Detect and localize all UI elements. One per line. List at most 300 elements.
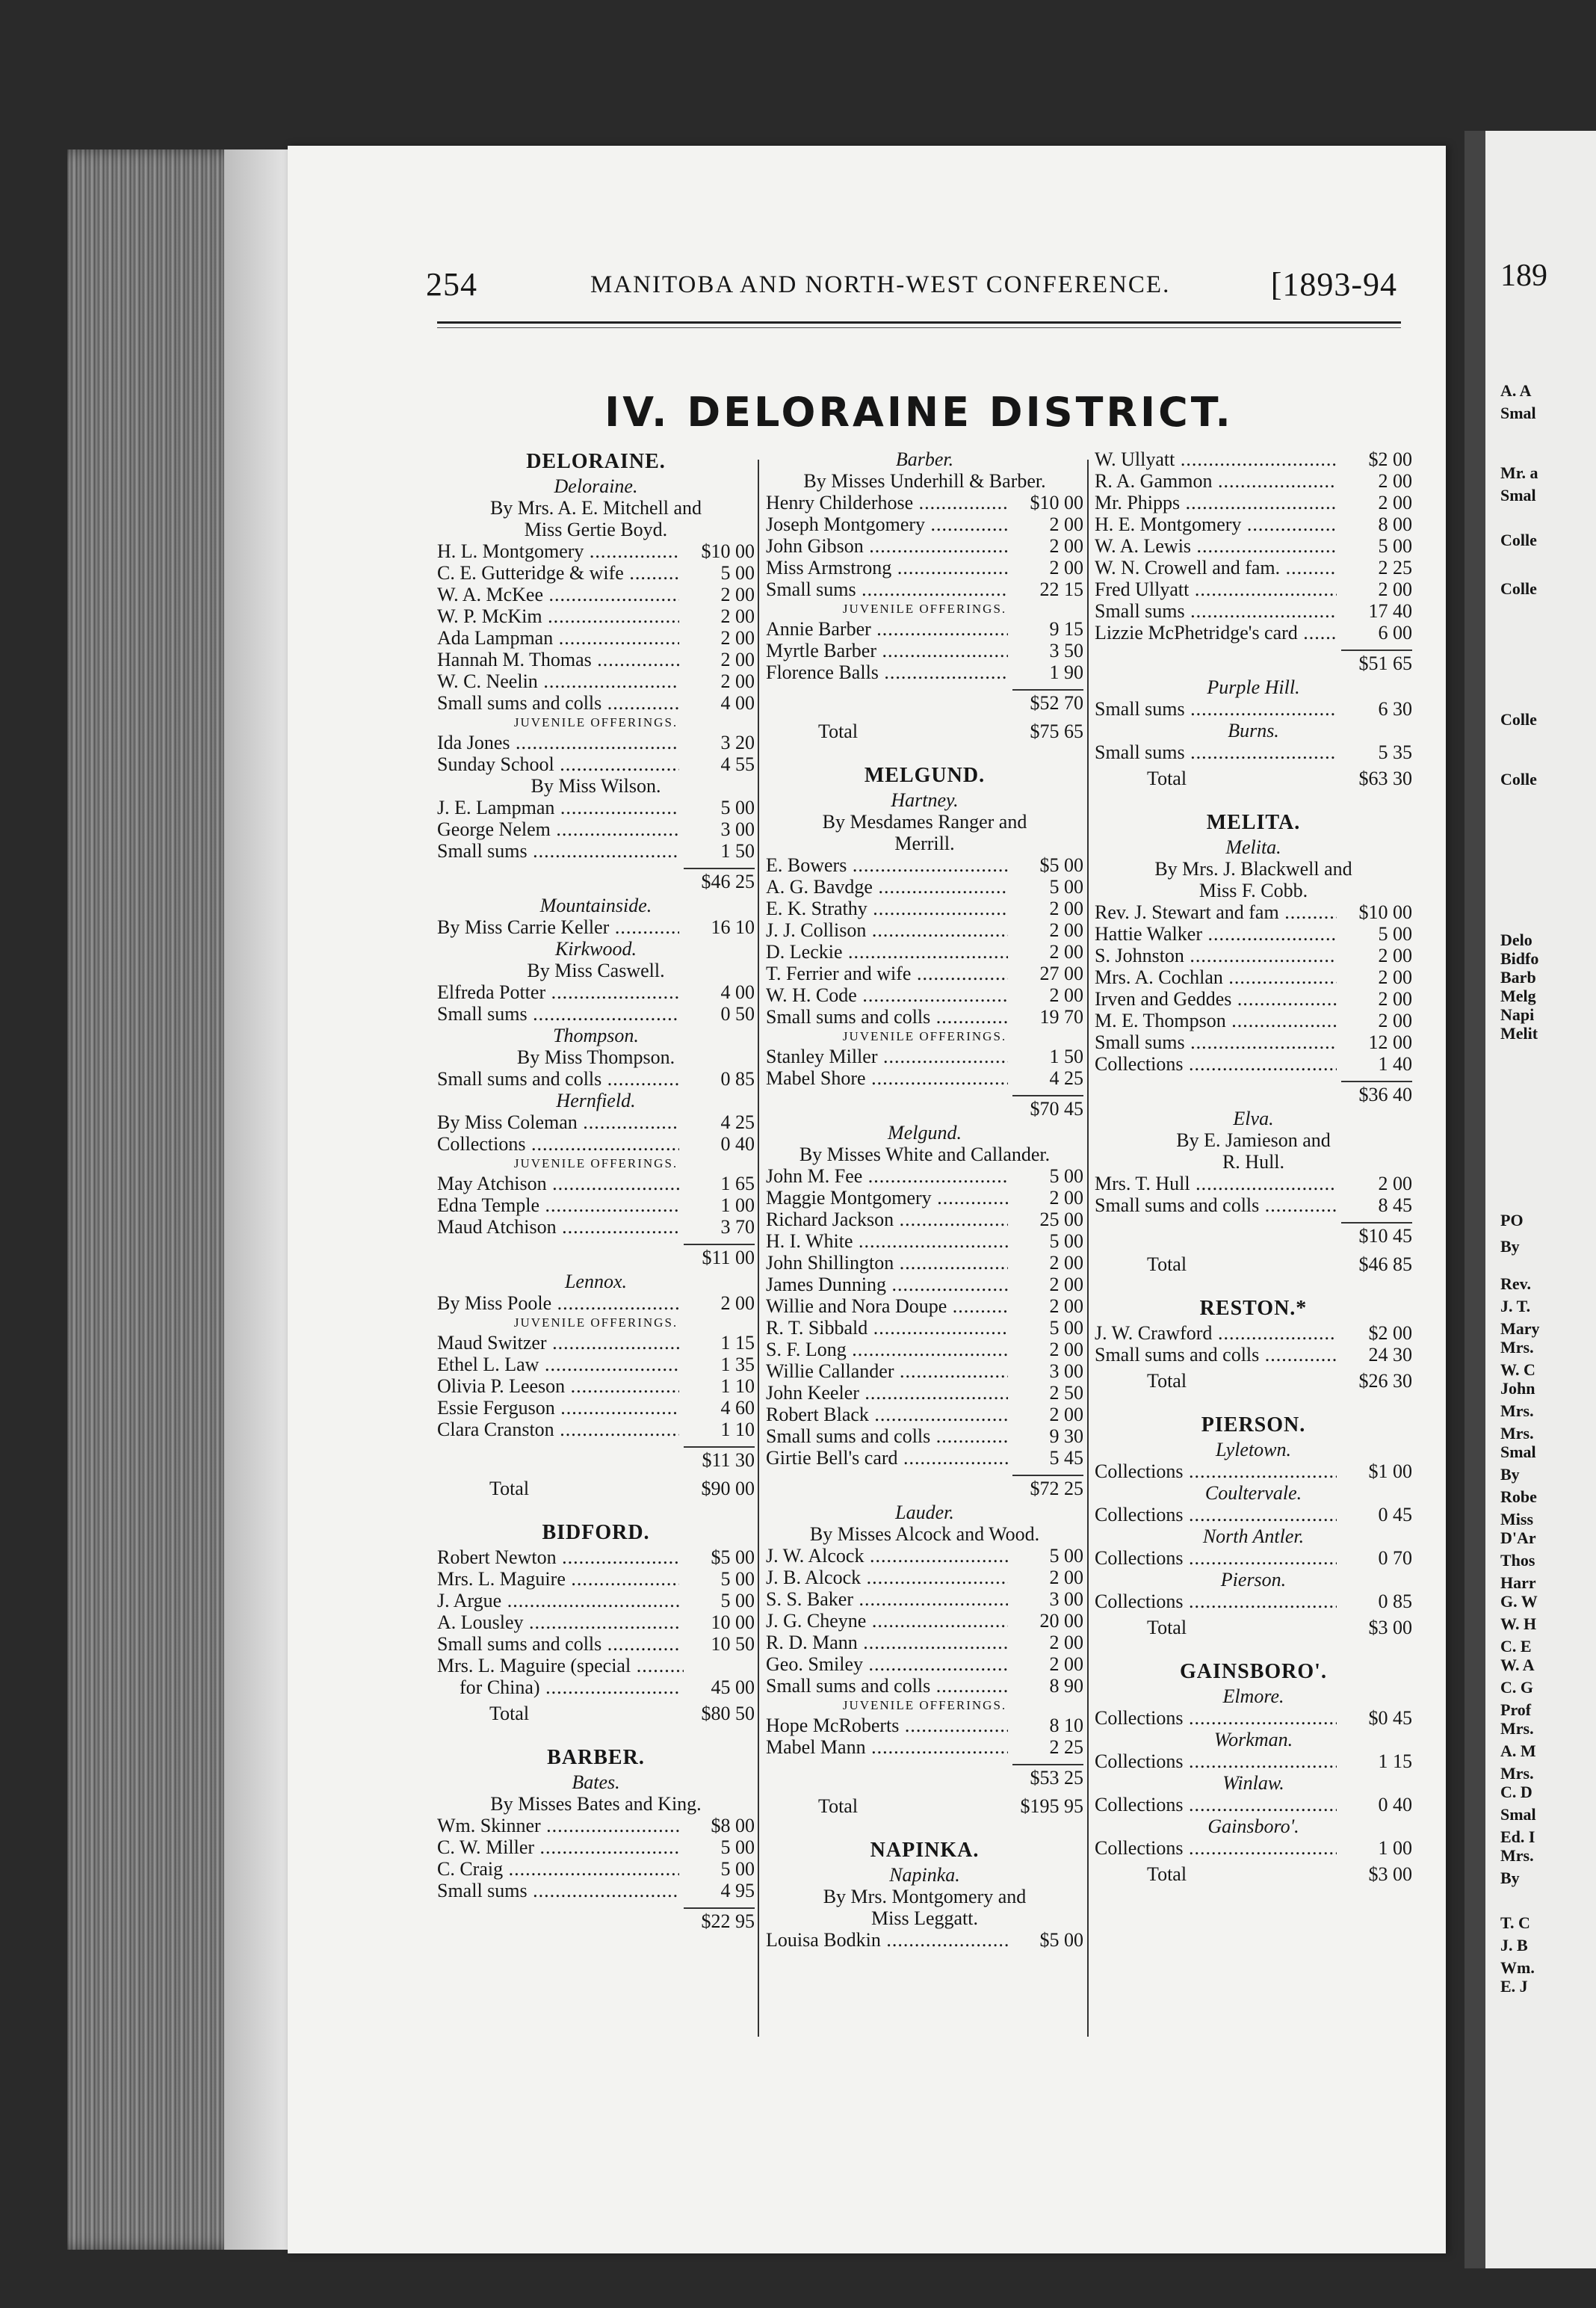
collector-line: Miss F. Cobb.	[1198, 880, 1308, 901]
subtotal	[437, 1238, 755, 1271]
subtotal-rule	[684, 1907, 755, 1909]
entry-row	[437, 1655, 755, 1676]
entry-name: J. W. Alcock .....	[766, 1545, 1012, 1567]
entry-amount: 16 10	[679, 916, 755, 938]
entry-row	[437, 1633, 755, 1655]
entry-amount: 4 55	[679, 753, 755, 775]
entry-row	[766, 1295, 1083, 1317]
entry-row	[766, 1447, 1083, 1469]
total-row	[437, 1698, 755, 1731]
total-row	[766, 716, 1083, 749]
total-row	[1095, 1249, 1412, 1282]
right-page-line: Mr. a	[1500, 463, 1538, 482]
entry-name: E. K. Strathy .....	[766, 898, 1012, 919]
entry-row	[1095, 600, 1412, 622]
entry-name: C. W. Miller .....	[437, 1836, 684, 1858]
entry-row	[766, 1653, 1083, 1675]
subsection-title: Lyletown.	[1215, 1439, 1292, 1460]
entry-row	[766, 1545, 1083, 1567]
subsection-title: Purple Hill.	[1207, 676, 1300, 698]
entry-name: Henry Childerhose .....	[766, 492, 1012, 513]
right-page-line: W. C	[1500, 1360, 1535, 1379]
spacer	[1095, 1645, 1412, 1659]
right-page-line: Smal	[1500, 486, 1536, 505]
total-label: Total	[818, 1795, 859, 1817]
right-page-line: Wm.	[1500, 1958, 1535, 1977]
subtotal	[766, 1089, 1083, 1122]
spacer	[437, 1506, 755, 1519]
collector-line: By Mrs. A. E. Mitchell and	[489, 497, 702, 519]
entry-amount: 2 00	[1008, 1404, 1083, 1425]
total-row	[1095, 1612, 1412, 1645]
entry-row	[766, 1046, 1083, 1067]
entry-row	[437, 753, 755, 775]
right-page-line: Colle	[1500, 579, 1537, 598]
entry-name: Mrs. L. Maguire (special .....	[437, 1655, 684, 1676]
subtotal-amount: $46 25	[701, 871, 755, 892]
entry-row	[766, 640, 1083, 661]
right-page-line: Mrs.	[1500, 1338, 1534, 1357]
entry-row	[766, 1736, 1083, 1758]
entry-amount: 2 00	[1008, 535, 1083, 557]
entry-amount: 0 85	[1337, 1590, 1412, 1612]
entry-name: Fred Ullyatt .....	[1095, 578, 1341, 600]
entry-row	[437, 605, 755, 627]
entry-amount: 4 25	[679, 1111, 755, 1133]
subsection-title: Coultervale.	[1204, 1482, 1302, 1504]
entry-name: Hattie Walker .....	[1095, 923, 1341, 945]
right-page-line: E. J	[1500, 1977, 1528, 1996]
subsection-title: Thompson.	[553, 1025, 639, 1046]
subtotal-amount: $52 70	[1030, 692, 1083, 714]
entry-name: Myrtle Barber .....	[766, 640, 1012, 661]
collector-line: Miss Gertie Boyd.	[524, 519, 668, 540]
entry-name: Small sums and colls .....	[1095, 1344, 1341, 1366]
entry-row	[437, 692, 755, 714]
entry-name: Small sums and colls .....	[766, 1006, 1012, 1028]
entry-row	[1095, 1173, 1412, 1194]
entry-amount: $10 00	[679, 540, 755, 562]
subtotal-amount: $11 00	[702, 1247, 755, 1268]
entry-amount: 5 00	[679, 562, 755, 584]
subtotal	[766, 1758, 1083, 1791]
collector-line: By Mrs. Montgomery and	[823, 1886, 1027, 1907]
entry-amount: 8 45	[1337, 1194, 1412, 1216]
entry-row	[766, 1404, 1083, 1425]
right-page-line: By	[1500, 1237, 1520, 1256]
subtotal-amount: $10 45	[1358, 1225, 1412, 1247]
section-title: BIDFORD.	[542, 1521, 650, 1544]
total-label: Total	[489, 1703, 530, 1724]
entry-amount: 2 00	[1008, 557, 1083, 578]
entry-name: John Shillington .....	[766, 1252, 1012, 1274]
entry-amount: 5 00	[1008, 1545, 1083, 1567]
entry-name: E. Bowers .....	[766, 854, 1012, 876]
entry-name: R. T. Sibbald .....	[766, 1317, 1012, 1339]
subsection-title: Melgund.	[888, 1122, 962, 1144]
entry-name: Lizzie McPhetridge's card .....	[1095, 622, 1341, 644]
entry-amount: 1 50	[1008, 1046, 1083, 1067]
district-title: IV. DELORAINE DISTRICT.	[604, 389, 1234, 436]
juvenile-heading: JUVENILE OFFERINGS.	[842, 602, 1007, 616]
entry-row	[437, 1194, 755, 1216]
entry-row	[1095, 1053, 1412, 1075]
right-page-line: By	[1500, 1869, 1520, 1887]
entry-amount: $5 00	[1008, 854, 1083, 876]
entry-amount: $5 00	[679, 1546, 755, 1568]
entry-amount: 1 00	[679, 1194, 755, 1216]
section-title: NAPINKA.	[870, 1839, 980, 1862]
entry-name: A. Lousley .....	[437, 1611, 684, 1633]
right-page-line: W. A	[1500, 1656, 1535, 1674]
right-page-line: A. M	[1500, 1741, 1536, 1760]
juvenile-heading: JUVENILE OFFERINGS.	[513, 1156, 678, 1170]
entry-name: Mabel Shore .....	[766, 1067, 1012, 1089]
entry-name: J. E. Lampman .....	[437, 797, 684, 818]
entry-name: Collections .....	[1095, 1837, 1341, 1859]
entry-amount: 2 00	[1008, 1653, 1083, 1675]
entry-name: Collections .....	[1095, 1053, 1341, 1075]
entry-row	[766, 492, 1083, 513]
right-page-line: Miss	[1500, 1510, 1533, 1528]
juvenile-heading: JUVENILE OFFERINGS.	[842, 1698, 1007, 1712]
column-divider	[758, 460, 759, 2037]
entry-name: J. W. Crawford .....	[1095, 1322, 1341, 1344]
entry-name: Small sums .....	[437, 1880, 684, 1901]
entry-amount: 3 70	[679, 1216, 755, 1238]
entry-name: W. N. Crowell and fam. .....	[1095, 557, 1341, 578]
entry-name: W. P. McKim .....	[437, 605, 684, 627]
entry-row	[437, 670, 755, 692]
right-page-line: Prof	[1500, 1700, 1532, 1719]
subtotal-amount: $51 65	[1358, 652, 1412, 674]
entry-amount: 2 00	[1008, 941, 1083, 963]
entry-name: Collections .....	[437, 1133, 684, 1155]
entry-amount: 2 00	[1337, 1173, 1412, 1194]
entry-amount: 2 00	[1008, 1252, 1083, 1274]
entry-amount: 1 40	[1337, 1053, 1412, 1075]
entry-amount: $1 00	[1337, 1460, 1412, 1482]
entry-row	[1095, 945, 1412, 966]
subsection-title: Melita.	[1225, 836, 1281, 858]
entry-name: Sunday School .....	[437, 753, 684, 775]
entry-name: C. E. Gutteridge & wife .....	[437, 562, 684, 584]
right-page-line: Thos	[1500, 1551, 1535, 1570]
entry-name: Mabel Mann .....	[766, 1736, 1012, 1758]
section-title: GAINSBORO'.	[1180, 1660, 1327, 1683]
collector-line: Miss Leggatt.	[871, 1907, 978, 1929]
entry-amount: 2 00	[1337, 492, 1412, 513]
entry-name: Collections .....	[1095, 1750, 1341, 1772]
subsection-title: Hernfield.	[556, 1090, 636, 1111]
entry-amount: $5 00	[1008, 1929, 1083, 1951]
subtotal-rule	[1341, 1222, 1412, 1224]
subsection-title: Gainsboro'.	[1207, 1815, 1299, 1837]
subtotal-rule	[1012, 1095, 1083, 1096]
entry-row	[437, 1836, 755, 1858]
column-1	[437, 448, 755, 1934]
total-row	[437, 1473, 755, 1506]
entry-name: Hannah M. Thomas .....	[437, 649, 684, 670]
total-amount: $90 00	[701, 1478, 755, 1499]
entry-name: Collections .....	[1095, 1504, 1341, 1525]
entry-row	[437, 1815, 755, 1836]
entry-amount: 10 00	[679, 1611, 755, 1633]
subsection-title: Napinka.	[889, 1864, 960, 1886]
entry-amount: 2 00	[679, 670, 755, 692]
subtotal	[766, 683, 1083, 716]
entry-name: Stanley Miller .....	[766, 1046, 1012, 1067]
right-page-header: 189	[1500, 259, 1547, 293]
total-row	[1095, 763, 1412, 796]
subtotal-rule	[684, 1446, 755, 1448]
entry-name: D. Leckie .....	[766, 941, 1012, 963]
section-title: DELORAINE.	[526, 450, 666, 473]
entry-name: Small sums .....	[766, 578, 1012, 600]
entry-row	[766, 876, 1083, 898]
entry-row	[766, 578, 1083, 600]
entry-row	[437, 1858, 755, 1880]
subsection-title: Bates.	[572, 1771, 620, 1793]
entry-name: Irven and Geddes .....	[1095, 988, 1341, 1010]
right-page-line: C. G	[1500, 1678, 1533, 1697]
entry-amount: 5 00	[1337, 923, 1412, 945]
entry-row	[437, 649, 755, 670]
entry-row	[437, 584, 755, 605]
entry-name: Small sums .....	[1095, 600, 1341, 622]
entry-amount: 2 00	[679, 649, 755, 670]
entry-amount: 3 00	[1008, 1360, 1083, 1382]
total-label: Total	[489, 1478, 530, 1499]
entry-amount: 2 00	[1008, 919, 1083, 941]
entry-row	[437, 1375, 755, 1397]
entry-amount: 0 85	[679, 1068, 755, 1090]
entry-name: S. Johnston .....	[1095, 945, 1341, 966]
collector-line: By Mesdames Ranger and	[822, 811, 1027, 833]
entry-row	[766, 854, 1083, 876]
entry-name: Small sums .....	[1095, 698, 1341, 720]
entry-row	[437, 1068, 755, 1090]
entry-amount: 2 00	[1008, 1567, 1083, 1588]
right-page-line: Colle	[1500, 531, 1537, 549]
right-page-line: W. H	[1500, 1614, 1537, 1633]
right-page-line: Smal	[1500, 404, 1536, 422]
entry-amount: $2 00	[1337, 1322, 1412, 1344]
entry-name: A. G. Bavdge .....	[766, 876, 1012, 898]
entry-name: May Atchison .....	[437, 1173, 684, 1194]
subtotal-rule	[1341, 1081, 1412, 1082]
entry-name: Willie Callander .....	[766, 1360, 1012, 1382]
right-page-line: Mary	[1500, 1319, 1540, 1338]
entry-amount: 45 00	[679, 1676, 755, 1698]
total-label: Total	[1147, 768, 1187, 789]
entry-amount: 2 00	[1337, 988, 1412, 1010]
entry-amount: 1 15	[1337, 1750, 1412, 1772]
entry-amount: 2 00	[679, 627, 755, 649]
subtotal	[766, 1469, 1083, 1502]
entry-name: Mr. Phipps .....	[1095, 492, 1341, 513]
entry-amount: 6 30	[1337, 698, 1412, 720]
right-page-line: J. B	[1500, 1936, 1528, 1954]
entry-name: Mrs. T. Hull .....	[1095, 1173, 1341, 1194]
total-row	[1095, 1366, 1412, 1398]
entry-amount: 2 25	[1337, 557, 1412, 578]
entry-row	[437, 1173, 755, 1194]
entry-name: W. C. Neelin .....	[437, 670, 684, 692]
entry-amount: 5 00	[1008, 1317, 1083, 1339]
subsection-title: Deloraine.	[554, 475, 638, 497]
entry-amount: 3 50	[1008, 640, 1083, 661]
entry-row	[437, 1397, 755, 1419]
entry-row	[1095, 901, 1412, 923]
subtotal-amount: $22 95	[701, 1910, 755, 1932]
entry-row	[1095, 1590, 1412, 1612]
entry-name: C. Craig .....	[437, 1858, 684, 1880]
entry-name: Small sums .....	[437, 1003, 684, 1025]
entry-row	[437, 1292, 755, 1314]
right-page-line: Mrs.	[1500, 1719, 1534, 1738]
entry-row	[1095, 1750, 1412, 1772]
entry-amount: 4 00	[679, 981, 755, 1003]
subsection-title: Elmore.	[1222, 1685, 1284, 1707]
entry-name: Joseph Montgomery .....	[766, 513, 1012, 535]
subtotal	[1095, 1216, 1412, 1249]
collector-line: By Miss Thompson.	[516, 1046, 675, 1068]
entry-name: for China) .....	[437, 1676, 706, 1698]
spacer	[1095, 796, 1412, 809]
subtotal	[437, 1440, 755, 1473]
spacer	[766, 1824, 1083, 1837]
subtotal	[437, 1901, 755, 1934]
entry-row	[1095, 923, 1412, 945]
juvenile-heading: JUVENILE OFFERINGS.	[513, 715, 678, 729]
entry-name: Collections .....	[1095, 1460, 1341, 1482]
entry-row	[437, 732, 755, 753]
entry-amount: 5 00	[679, 1836, 755, 1858]
entry-amount: 5 00	[1008, 876, 1083, 898]
entry-name: Collections .....	[1095, 1590, 1341, 1612]
entry-name: By Miss Carrie Keller .....	[437, 916, 684, 938]
entry-row	[1095, 448, 1412, 470]
section-title: BARBER.	[547, 1746, 645, 1769]
entry-amount: 2 00	[679, 584, 755, 605]
section-title: MELITA.	[1206, 811, 1301, 834]
total-amount: $26 30	[1358, 1370, 1412, 1392]
entry-amount: 2 00	[679, 605, 755, 627]
subtotal	[1095, 644, 1412, 676]
entry-name: Essie Ferguson .....	[437, 1397, 684, 1419]
entry-name: W. A. McKee .....	[437, 584, 684, 605]
right-page-line: Ed. I	[1500, 1827, 1535, 1846]
entry-row	[766, 513, 1083, 535]
subtotal-rule	[684, 868, 755, 869]
entry-name: Small sums and colls .....	[766, 1425, 1012, 1447]
right-page-line: Mrs.	[1500, 1764, 1534, 1783]
subtotal-rule	[684, 1244, 755, 1245]
right-page-line: C. D	[1500, 1783, 1532, 1801]
entry-name: James Dunning .....	[766, 1274, 1012, 1295]
entry-amount: 1 50	[679, 840, 755, 862]
entry-row	[437, 1590, 755, 1611]
total-label: Total	[1147, 1370, 1187, 1392]
entry-amount: 2 25	[1008, 1736, 1083, 1758]
entry-amount: 2 00	[679, 1292, 755, 1314]
entry-name: W. A. Lewis .....	[1095, 535, 1341, 557]
spacer	[766, 749, 1083, 762]
collector-line: By Mrs. J. Blackwell and	[1154, 858, 1352, 880]
entry-row	[766, 557, 1083, 578]
entry-row	[1095, 698, 1412, 720]
right-page-line: Napi	[1500, 1005, 1535, 1024]
entry-row	[1095, 492, 1412, 513]
entry-amount: 0 50	[679, 1003, 755, 1025]
collector-line: R. Hull.	[1222, 1151, 1285, 1173]
total-label: Total	[1147, 1253, 1187, 1275]
entry-row	[766, 1339, 1083, 1360]
entry-amount: 2 00	[1337, 578, 1412, 600]
entry-row	[766, 963, 1083, 984]
entry-row	[766, 1929, 1083, 1951]
right-page-line: J. T.	[1500, 1297, 1531, 1315]
subtotal-amount: $11 30	[702, 1449, 755, 1471]
entry-row	[437, 1880, 755, 1901]
entry-row	[437, 1611, 755, 1633]
entry-amount: 2 50	[1008, 1382, 1083, 1404]
entry-name: Small sums and colls .....	[437, 1068, 684, 1090]
right-page-line: A. A	[1500, 381, 1532, 400]
right-page-line: By	[1500, 1465, 1520, 1484]
spacer	[437, 1731, 755, 1744]
subsection-title: Winlaw.	[1222, 1772, 1284, 1794]
entry-row	[1095, 557, 1412, 578]
entry-row	[437, 1354, 755, 1375]
entry-amount: 0 45	[1337, 1504, 1412, 1525]
entry-amount: 19 70	[1008, 1006, 1083, 1028]
section-title: RESTON.*	[1199, 1297, 1308, 1320]
entry-amount: 5 00	[679, 1858, 755, 1880]
entry-row	[437, 1332, 755, 1354]
entry-name: Ida Jones .....	[437, 732, 684, 753]
entry-amount: 2 00	[1008, 513, 1083, 535]
entry-name: Olivia P. Leeson .....	[437, 1375, 684, 1397]
entry-row	[1095, 1194, 1412, 1216]
right-page-line: Mrs.	[1500, 1846, 1534, 1865]
entry-name: R. D. Mann .....	[766, 1632, 1012, 1653]
entry-amount: 2 00	[1008, 1632, 1083, 1653]
entry-amount: 0 70	[1337, 1547, 1412, 1569]
entry-name: Mrs. A. Cochlan .....	[1095, 966, 1341, 988]
subtotal-amount: $36 40	[1358, 1084, 1412, 1105]
entry-amount: 3 00	[679, 818, 755, 840]
entry-amount: 3 20	[679, 732, 755, 753]
right-page-line: PO	[1500, 1211, 1524, 1229]
entry-row	[766, 1382, 1083, 1404]
entry-amount: 24 30	[1337, 1344, 1412, 1366]
entry-row	[437, 1133, 755, 1155]
entry-name: Maud Atchison .....	[437, 1216, 684, 1238]
subtotal-amount: $53 25	[1030, 1767, 1083, 1789]
entry-amount: $10 00	[1008, 492, 1083, 513]
collector-line: By Miss Wilson.	[531, 775, 661, 797]
entry-row	[1095, 1794, 1412, 1815]
entry-amount: 12 00	[1337, 1031, 1412, 1053]
subtotal-amount: $72 25	[1030, 1478, 1083, 1499]
subtotal-rule	[1012, 689, 1083, 691]
entry-row	[766, 1067, 1083, 1089]
subsection-title: Barber.	[895, 448, 954, 470]
entry-amount: 10 50	[679, 1633, 755, 1655]
page-header	[426, 265, 1397, 310]
